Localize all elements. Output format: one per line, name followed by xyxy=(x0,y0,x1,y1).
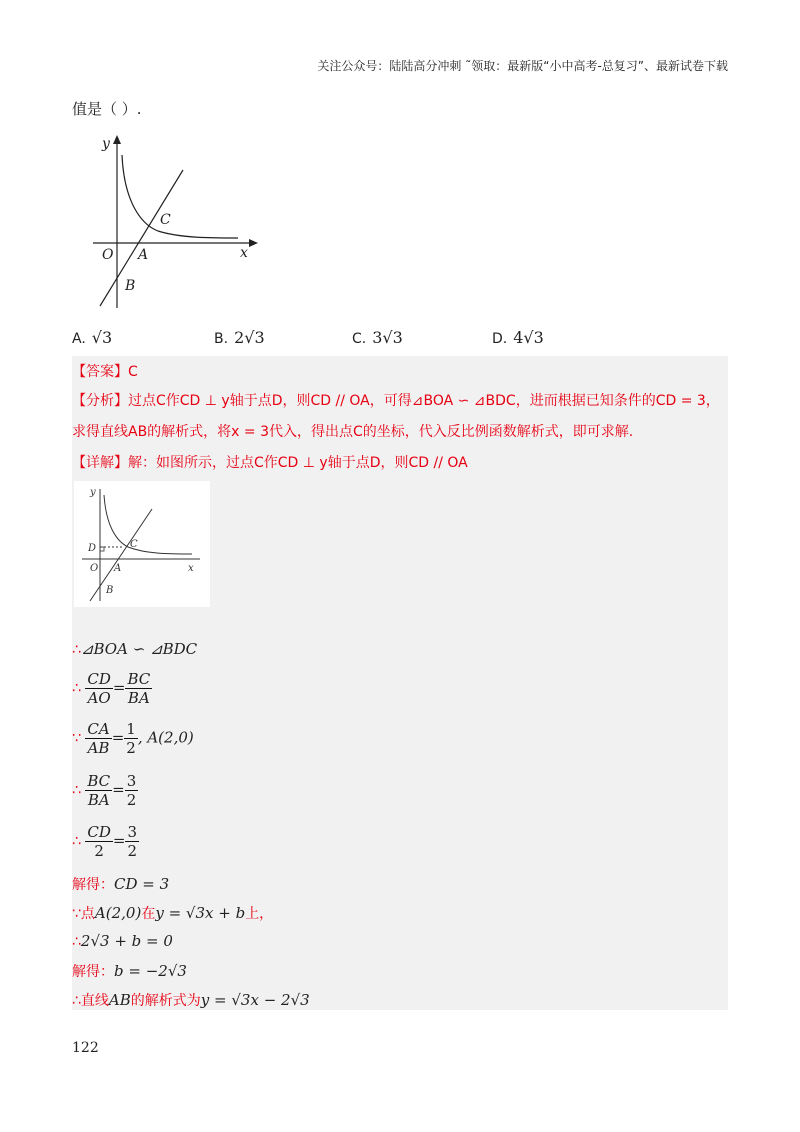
step-math: CD = 3 xyxy=(114,875,170,893)
step-symbol: ∴ xyxy=(72,833,81,850)
fraction: $\frac{1}{2}$ xyxy=(126,720,136,757)
step-5 xyxy=(72,823,139,860)
step-7 xyxy=(72,903,273,923)
step-text: 的解析式为 xyxy=(130,993,201,1009)
equals: = xyxy=(112,678,126,697)
step-9 xyxy=(72,961,187,981)
figure-1 xyxy=(90,130,270,315)
fraction: $\frac{CA}{AB}$ xyxy=(87,720,110,757)
equals: = xyxy=(112,780,125,799)
figure-2 xyxy=(74,481,210,607)
label-c: C xyxy=(130,539,138,550)
hyperbola-curve xyxy=(122,155,238,238)
option-letter: B. xyxy=(214,331,229,347)
step-math: 2√3 + b = 0 xyxy=(80,932,173,950)
detail-intro: 解：如图所示，过点C作CD ⊥ y轴于点D，则CD // OA xyxy=(128,455,468,471)
step-symbol: ∴ xyxy=(72,934,81,950)
option-letter: D. xyxy=(492,331,508,347)
option-value: 3√3 xyxy=(372,328,403,347)
label-x: x xyxy=(188,563,194,574)
label-a: A xyxy=(114,563,122,574)
label-d: D xyxy=(88,543,97,554)
step-symbol: ∴ xyxy=(72,993,81,1009)
step-text: 点 xyxy=(80,906,95,922)
label-o: O xyxy=(102,247,114,263)
option-a[interactable] xyxy=(72,328,112,347)
step-math: AB xyxy=(108,991,131,1009)
label-x: x xyxy=(240,245,248,261)
answer-line xyxy=(72,361,138,381)
fraction: $\frac{BC}{BA}$ xyxy=(127,670,151,707)
right-angle-mark xyxy=(100,547,104,551)
page-number: 122 xyxy=(72,1040,99,1056)
label-y: y xyxy=(102,136,110,152)
analysis-tag: 【分析】 xyxy=(72,393,128,409)
step-text: 直线 xyxy=(80,993,109,1009)
label-c: C xyxy=(160,212,171,228)
step-1 xyxy=(72,640,197,658)
step-symbol: ∴ xyxy=(72,680,81,697)
solution-panel xyxy=(72,356,728,1010)
page-header: 关注公众号：陆陆高分冲刺 ˜领取：最新版“小中高考-总复习”、最新试卷下载 xyxy=(317,59,728,73)
hyperbola-curve xyxy=(104,495,192,554)
step-8 xyxy=(72,932,173,950)
label-b: B xyxy=(106,585,114,596)
x-arrow xyxy=(249,239,258,247)
step-math: , A(2,0) xyxy=(137,728,194,747)
step-symbol: ∵ xyxy=(72,730,81,747)
step-math: y = √3x + b xyxy=(155,904,246,922)
fraction: $\frac{3}{2}$ xyxy=(127,823,138,860)
y-arrow xyxy=(113,135,121,144)
step-label: 解得： xyxy=(72,964,114,980)
step-math: b = −2√3 xyxy=(114,962,187,980)
analysis-text-1: 过点C作CD ⊥ y轴于点D，则CD // OA，可得⊿BOA ∽ ⊿BDC，进而根据已知条件的CD = 3， xyxy=(128,393,720,409)
step-symbol: ∴ xyxy=(72,642,81,658)
option-letter: C. xyxy=(352,331,367,347)
label-a: A xyxy=(138,247,149,263)
step-symbol: ∵ xyxy=(72,906,81,922)
step-text: 在 xyxy=(141,906,156,922)
answer-value: C xyxy=(128,364,138,380)
line-ab xyxy=(90,509,152,601)
answer-tag: 【答案】 xyxy=(72,364,128,380)
step-symbol: ∴ xyxy=(72,782,81,799)
option-value: √3 xyxy=(91,328,113,347)
step-math: y = √3x − 2√3 xyxy=(200,991,310,1009)
fraction: $\frac{BC}{BA}$ xyxy=(87,772,111,809)
step-text: 上， xyxy=(245,906,274,922)
line-ab xyxy=(100,170,183,306)
option-b[interactable] xyxy=(214,328,265,347)
step-4 xyxy=(72,772,138,809)
fraction: $\frac{CD}{AO}$ xyxy=(87,670,111,707)
fraction: $\frac{CD}{2}$ xyxy=(87,823,111,860)
option-value: 4√3 xyxy=(513,328,544,347)
detail-tag: 【详解】 xyxy=(72,455,128,471)
step-6 xyxy=(72,874,169,894)
label-b: B xyxy=(125,278,136,294)
step-3 xyxy=(72,720,194,757)
label-o: O xyxy=(90,563,99,574)
question-tail: 值是（ ）. xyxy=(72,100,142,118)
step-math: ⊿BOA ∽ ⊿BDC xyxy=(80,640,198,658)
analysis-line-1 xyxy=(72,390,720,410)
step-2 xyxy=(72,670,152,707)
detail-line xyxy=(72,452,468,472)
fraction: $\frac{3}{2}$ xyxy=(126,772,137,809)
step-10 xyxy=(72,990,310,1010)
equals: = xyxy=(111,728,125,747)
step-label: 解得： xyxy=(72,877,114,893)
option-d[interactable] xyxy=(492,328,544,347)
option-c[interactable] xyxy=(352,328,403,347)
label-y: y xyxy=(90,487,96,498)
option-letter: A. xyxy=(72,331,86,347)
step-math: A(2,0) xyxy=(94,904,142,922)
option-value: 2√3 xyxy=(234,328,265,347)
equals: = xyxy=(112,831,126,850)
analysis-line-2: 求得直线AB的解析式，将x = 3代入，得出点C的坐标，代入反比例函数解析式，即可求解. xyxy=(72,424,634,440)
